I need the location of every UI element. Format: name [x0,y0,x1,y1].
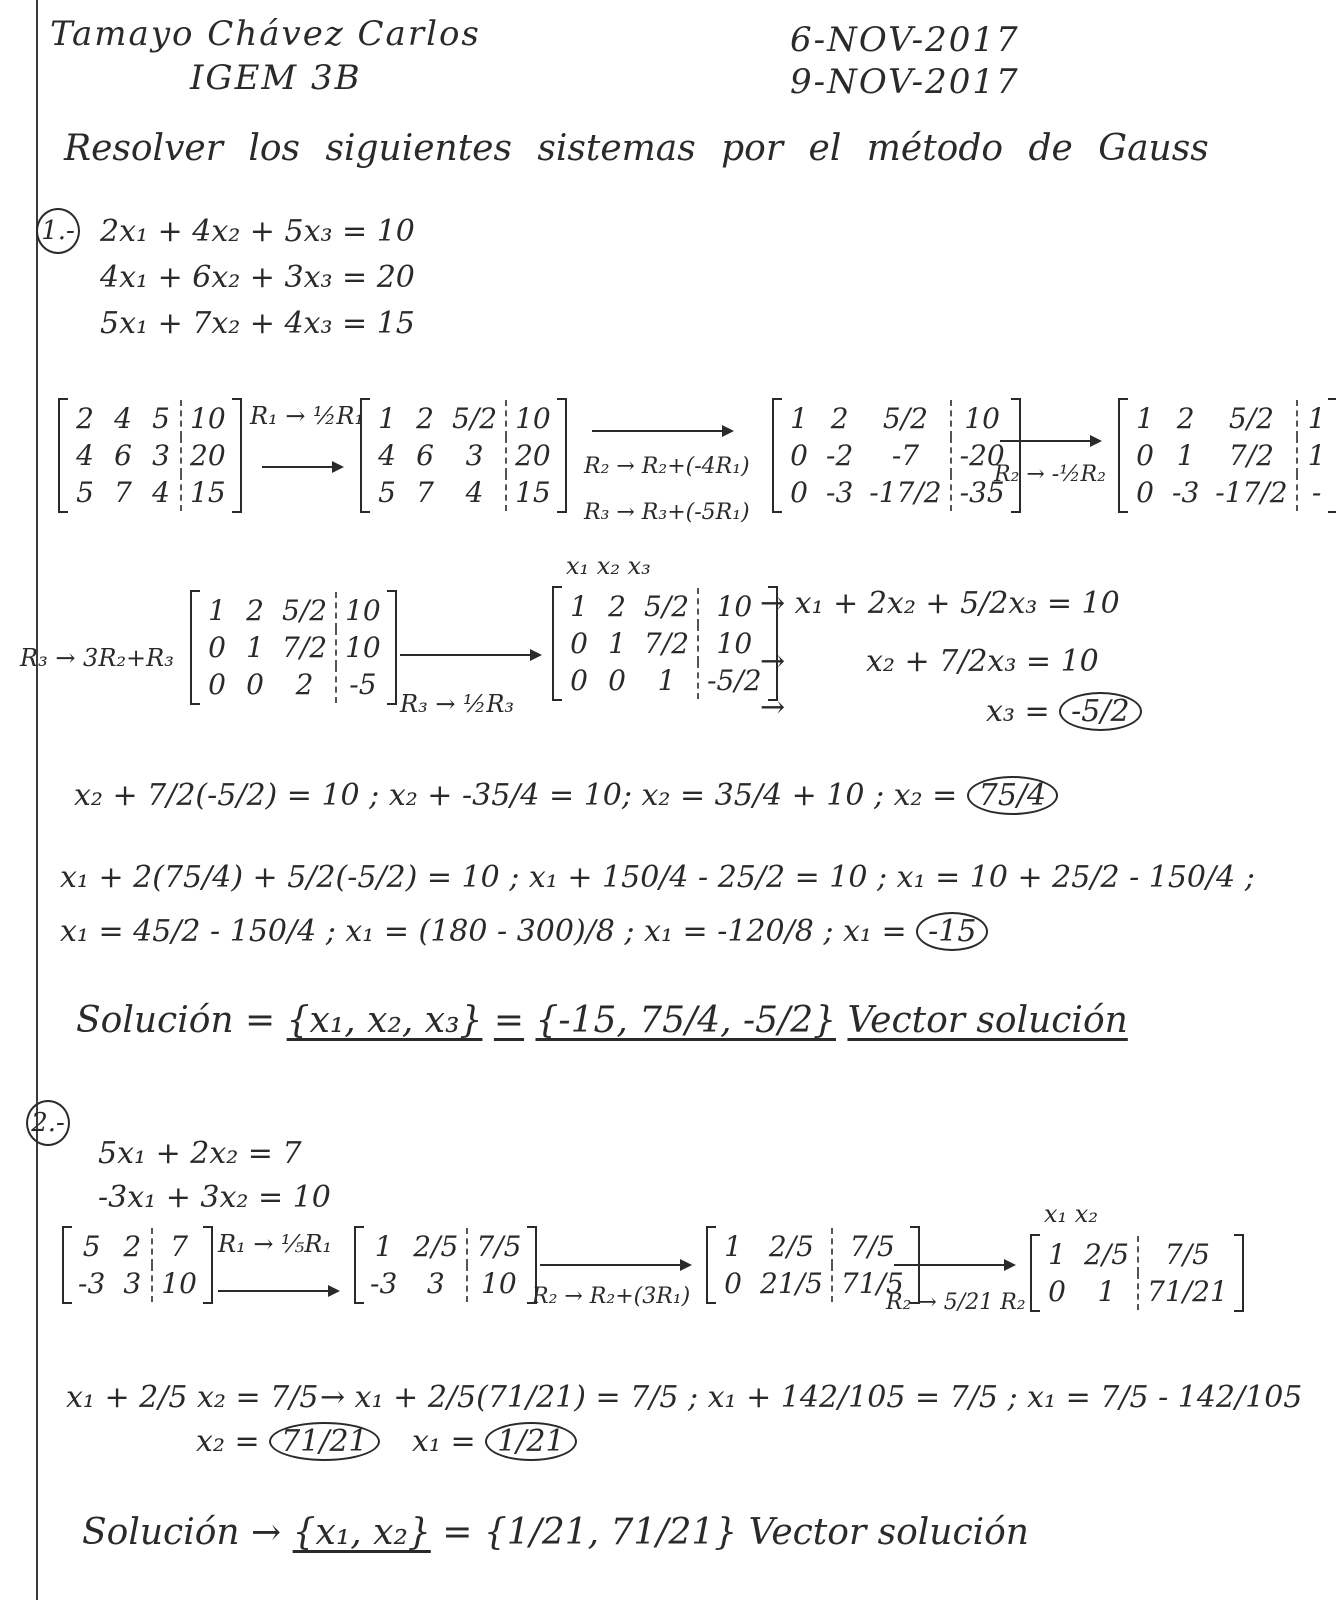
matrix-row [560,662,770,699]
matrix-cell: -17/2 [869,476,942,509]
p2-arrow-3 [894,1264,1014,1266]
matrix-cell: 0 [724,1267,742,1300]
p1-x2-step-text: x₂ + 7/2(-5/2) = 10 ; x₂ + -35/4 = 10; x₂ = 35/4 + 10 ; x₂ = [74,778,958,813]
matrix-row [714,1265,912,1302]
matrix-cell: 1 [1048,1238,1066,1271]
matrix-cell: -5/2 [698,662,770,699]
matrix-row [368,474,559,511]
p2-solution-vars: {x₁, x₂} [292,1512,431,1553]
matrix-cell: 1 [378,402,396,435]
matrix-cell: 15 [181,474,234,511]
matrix-cell: 1 [1136,402,1154,435]
p1-back-sub-1: → x₁ + 2x₂ + 5/2x₃ = 10 [760,586,1120,621]
matrix-cell: 3 [465,439,484,472]
p1-x1-step-2-text: x₁ = 45/2 - 150/4 ; x₁ = (180 - 300)/8 ; x₁ = -120/8 ; x₁ = [60,914,907,949]
matrix-cell: 7/2 [1228,439,1274,472]
matrix-cell: 71/5 [832,1265,912,1302]
matrix-cell: 2 [246,594,264,627]
p2-op-3: R₂ → 5/21 R₂ [886,1290,1026,1315]
matrix-cell: 5/2 [452,402,498,435]
p1-solution-equals: = [493,1000,525,1041]
p2-matrix-1 [62,1226,213,1304]
matrix-cell: 0 [1136,476,1154,509]
matrix-cell: 2 [295,668,314,701]
matrix-cell: 10 [152,1265,205,1302]
matrix-cell: 1 [608,627,626,660]
matrix-cell: 1 [374,1230,393,1263]
matrix-cell: 0 [570,664,588,697]
matrix-cell: 0 [790,476,808,509]
p2-matrix-4 [1030,1234,1244,1312]
p1-x3-result: -5/2 [1059,692,1141,731]
matrix-cell: 15 [506,474,559,511]
p1-op-2b: R₃ → R₃+(-5R₁) [584,500,750,525]
matrix-cell: -3 [78,1267,106,1300]
p1-back-sub-2: x₂ + 7/2x₃ = 10 [866,644,1099,679]
p2-x2-line [196,1422,380,1461]
p1-arrow-4 [400,654,540,656]
p1-x3-prefix: x₃ = [986,694,1050,729]
matrix-cell: 1 [657,664,676,697]
p2-matrix-3-table [714,1228,912,1302]
matrix-row [198,592,389,629]
p1-solution-note: Vector solución [847,1000,1128,1041]
matrix-cell: 3 [152,439,170,472]
p2-x1-result: 1/21 [485,1422,576,1461]
matrix-cell: 2/5 [413,1230,459,1263]
matrix-cell: 2/5 [1084,1238,1130,1271]
student-name: Tamayo Chávez Carlos [50,14,481,54]
matrix-cell: 7/5 [1138,1236,1236,1273]
matrix-cell: 4 [152,476,170,509]
matrix-cell: 5/2 [1228,402,1274,435]
matrix-cell: 7/5 [467,1228,529,1265]
matrix-cell: 2 [830,402,849,435]
matrix-cell: 0 [1048,1275,1066,1308]
p2-arrow-2 [540,1264,690,1266]
p1-variable-labels: x₁ x₂ x₃ [566,552,651,580]
matrix-cell: 20 [506,437,559,474]
matrix-cell: 5 [152,402,170,435]
p1-matrix-3 [772,398,1021,513]
matrix-cell: 7 [114,476,132,509]
matrix-cell: -7 [891,439,920,472]
matrix-cell: 7/5 [832,1228,912,1265]
p2-op-1: R₁ → ⅕R₁ [218,1230,333,1258]
p1-op-4: R₃ → 3R₂+R₃ [20,644,174,672]
p1-x1-step-1: x₁ + 2(75/4) + 5/2(-5/2) = 10 ; x₁ + 150/4 - 25/2 = 10 ; x₁ = 10 + 25/2 - 150/4 ; [60,860,1255,895]
p2-variable-labels: x₁ x₂ [1044,1200,1098,1228]
matrix-cell: 5/2 [644,590,690,623]
matrix-row [780,437,1013,474]
p1-matrix-3-table [780,400,1013,511]
p1-arrow-1 [262,466,342,468]
matrix-cell: 6 [416,439,434,472]
p1-x1-result: -15 [916,912,988,951]
p2-op-2: R₂ → R₂+(3R₁) [532,1284,691,1309]
matrix-cell: 0 [246,668,264,701]
p1-matrix-1-table [66,400,234,511]
matrix-cell: 2 [608,590,626,623]
p1-arrow-2 [592,430,732,432]
p1-matrix-6-table [560,588,770,699]
p1-x2-result: 75/4 [967,776,1058,815]
p1-op-1: R₁ → ½R₁ [250,402,365,430]
p1-op-5: R₃ → ½R₃ [400,690,515,718]
matrix-cell: -3 [1172,476,1200,509]
matrix-row [198,666,389,703]
matrix-cell: 4 [114,402,132,435]
p1-op-2a: R₂ → R₂+(-4R₁) [584,454,750,479]
p1-matrix-2 [360,398,567,513]
student-group: IGEM 3B [190,58,362,98]
matrix-cell: 1 [1097,1275,1116,1308]
p1-equation-3: 5x₁ + 7x₂ + 4x₃ = 15 [100,306,415,341]
matrix-cell: 10 [181,400,234,437]
p1-solution-values: {-15, 75/4, -5/2} [535,1000,837,1041]
matrix-cell: 1 [246,631,264,664]
matrix-cell: -5 [336,666,389,703]
p2-x2-result: 71/21 [269,1422,379,1461]
matrix-cell: 4 [76,439,94,472]
matrix-row [362,1228,529,1265]
matrix-row [1038,1273,1236,1310]
matrix-row [66,400,234,437]
matrix-row [780,474,1013,511]
p2-x2-prefix: x₂ = [196,1424,260,1459]
matrix-cell: -20 [951,437,1013,474]
matrix-cell: 5/2 [282,594,328,627]
p1-x1-step-2 [60,912,988,951]
matrix-row [1126,437,1336,474]
matrix-cell: 2/5 [768,1230,814,1263]
matrix-row [1038,1236,1236,1273]
matrix-row [66,474,234,511]
matrix-row [368,400,559,437]
matrix-cell: -3 [826,476,854,509]
matrix-cell: 1 [208,594,226,627]
p1-matrix-1 [58,398,242,513]
matrix-cell: 10 [336,629,389,666]
p2-back-sub-2: → x₁ + 2/5(71/21) = 7/5 ; x₁ + 142/105 = 7/5 ; x₁ = 7/5 - 142/105 [320,1380,1303,1415]
matrix-row [1126,400,1336,437]
matrix-cell: 0 [208,668,226,701]
matrix-cell: 5 [378,476,396,509]
p2-x1-line [412,1422,577,1461]
p1-solution-label: Solución = [76,1000,276,1041]
matrix-row [560,588,770,625]
matrix-cell: 5 [82,1230,101,1263]
p2-back-sub-1: x₁ + 2/5 x₂ = 7/5 [66,1380,319,1415]
matrix-cell: 0 [790,439,808,472]
matrix-cell: 0 [608,664,626,697]
problem-1-number: 1.- [36,208,80,254]
matrix-cell: 1 [724,1230,742,1263]
matrix-cell: -17/2 [1215,476,1288,509]
matrix-row [780,400,1013,437]
p2-matrix-2 [354,1226,537,1304]
matrix-cell: 7/2 [644,627,690,660]
p2-x1-prefix: x₁ = [412,1424,476,1459]
p1-solution [76,1000,1128,1041]
p2-matrix-4-table [1038,1236,1236,1310]
matrix-cell: 3 [123,1267,142,1300]
matrix-cell: 7 [152,1228,205,1265]
matrix-cell: 1 [1297,437,1336,474]
matrix-cell: 1 [570,590,588,623]
matrix-cell: 10 [506,400,559,437]
p2-arrow-1 [218,1290,338,1292]
matrix-row [70,1228,205,1265]
matrix-row [70,1265,205,1302]
p2-equation-2: -3x₁ + 3x₂ = 10 [98,1180,331,1215]
matrix-cell: 0 [570,627,588,660]
p1-back-arrow-3: → [760,690,786,725]
p1-matrix-4 [1118,398,1336,513]
p1-matrix-2-table [368,400,559,511]
matrix-row [714,1228,912,1265]
p1-op-3: R₂ → -½R₂ [994,462,1106,487]
p2-solution-equals: = [442,1512,473,1553]
matrix-cell: 7 [416,476,434,509]
p2-solution-label: Solución → [82,1512,282,1553]
matrix-cell: 10 [698,625,770,662]
matrix-cell: 4 [378,439,396,472]
p1-matrix-5-table [198,592,389,703]
matrix-cell: 2 [76,402,94,435]
p1-matrix-4-table [1126,400,1336,511]
date-2: 9-NOV-2017 [790,62,1020,102]
matrix-cell: 5/2 [882,402,928,435]
p1-equation-2: 4x₁ + 6x₂ + 3x₃ = 20 [100,260,415,295]
p1-matrix-6 [552,586,778,701]
p1-solution-vars: {x₁, x₂, x₃} [286,1000,483,1041]
matrix-cell: 10 [467,1265,529,1302]
matrix-cell: 5 [76,476,94,509]
matrix-row [198,629,389,666]
instruction: Resolver los siguientes sistemas por el método de Gauss [64,128,1209,169]
matrix-cell: 7/2 [282,631,328,664]
matrix-cell: 2 [416,402,434,435]
matrix-cell: 71/21 [1138,1273,1236,1310]
matrix-row [368,437,559,474]
p1-arrow-3 [1000,440,1100,442]
matrix-cell: -2 [826,439,854,472]
problem-2-number: 2.- [26,1100,70,1146]
matrix-cell: 10 [698,588,770,625]
p2-solution [82,1512,1029,1553]
matrix-cell: 2 [123,1230,142,1263]
matrix-row [560,625,770,662]
p2-matrix-2-table [362,1228,529,1302]
matrix-row [66,437,234,474]
matrix-cell: 1 [790,402,808,435]
matrix-cell: 10 [336,592,389,629]
p2-solution-values: {1/21, 71/21} [483,1512,738,1553]
matrix-cell: 10 [951,400,1013,437]
p1-back-arrow-2: → [760,644,786,679]
matrix-cell: -35 [951,474,1013,511]
matrix-cell: 0 [1136,439,1154,472]
p1-x2-step [74,776,1058,815]
p1-matrix-5 [190,590,397,705]
matrix-cell: 2 [1176,402,1195,435]
matrix-row [362,1265,529,1302]
matrix-row [1126,474,1336,511]
p2-equation-1: 5x₁ + 2x₂ = 7 [98,1136,302,1171]
p1-back-sub-3 [986,692,1142,731]
matrix-cell: 6 [114,439,132,472]
p1-equation-1: 2x₁ + 4x₂ + 5x₃ = 10 [100,214,415,249]
matrix-cell: 0 [208,631,226,664]
p2-solution-note: Vector solución [748,1512,1029,1553]
matrix-cell: 21/5 [760,1267,823,1300]
matrix-cell: -3 [370,1267,398,1300]
matrix-cell: 1 [1297,400,1336,437]
matrix-cell: 4 [465,476,484,509]
matrix-cell: 20 [181,437,234,474]
p2-matrix-1-table [70,1228,205,1302]
matrix-cell: 1 [1176,439,1195,472]
matrix-cell: - [1297,474,1336,511]
date-1: 6-NOV-2017 [790,20,1020,60]
matrix-cell: 3 [426,1267,445,1300]
